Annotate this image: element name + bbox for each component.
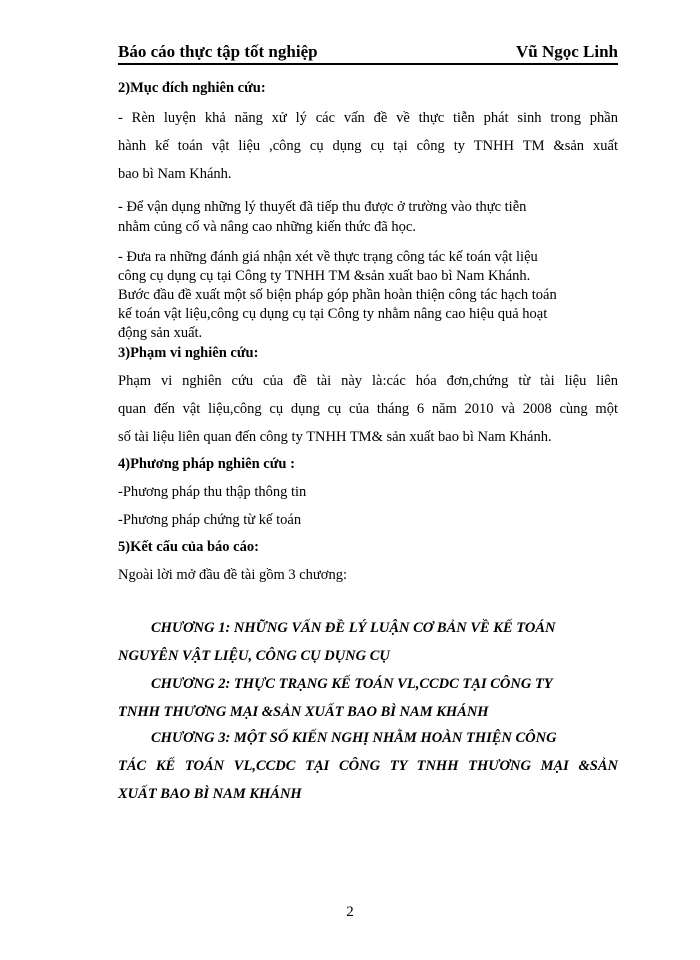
- paragraph-line: - Rèn luyện khả năng xử lý các vấn đề về thực tiễn phát sinh trong phần: [118, 110, 618, 126]
- heading-research-purpose: 2)Mục đích nghiên cứu:: [118, 80, 266, 96]
- chapter-line: NGUYÊN VẬT LIỆU, CÔNG CỤ DỤNG CỤ: [118, 648, 390, 664]
- paragraph-line: bao bì Nam Khánh.: [118, 166, 232, 182]
- report-title: Báo cáo thực tập tốt nghiệp: [118, 42, 318, 61]
- heading-research-method: 4)Phương pháp nghiên cứu :: [118, 456, 295, 472]
- author-name: Vũ Ngọc Linh: [515, 42, 618, 61]
- header-rule: [118, 63, 618, 65]
- paragraph-line: hành kế toán vật liệu ,công cụ dụng cụ tại công ty TNHH TM &sản xuất: [118, 138, 618, 154]
- paragraph-line: Bước đầu đề xuất một số biện pháp góp phần hoàn thiện công tác hạch toán: [118, 287, 557, 303]
- list-item: -Phương pháp chứng từ kế toán: [118, 512, 302, 528]
- paragraph-line: kế toán vật liệu,công cụ dụng cụ tại Công ty nhằm nâng cao hiệu quả hoạt: [118, 306, 548, 322]
- structure-intro: Ngoài lời mở đầu đề tài gồm 3 chương:: [118, 567, 347, 583]
- paragraph-line: - Đưa ra những đánh giá nhận xét về thực trạng công tác kế toán vật liệu: [118, 249, 538, 265]
- paragraph-line: số tài liệu liên quan đến công ty TNHH TM& sản xuất bao bì Nam Khánh.: [118, 429, 552, 445]
- page-header: [118, 40, 618, 64]
- chapter-line: XUẤT BAO BÌ NAM KHÁNH: [118, 786, 302, 802]
- paragraph-line: Phạm vi nghiên cứu của đề tài này là:các hóa đơn,chứng từ tài liệu liên: [118, 373, 618, 389]
- chapter-line: CHƯƠNG 2: THỰC TRẠNG KẾ TOÁN VL,CCDC TẠI CÔNG TY: [151, 676, 553, 692]
- chapter-line: TNHH THƯƠNG MẠI &SẢN XUẤT BAO BÌ NAM KHÁNH: [118, 704, 489, 720]
- heading-research-scope: 3)Phạm vi nghiên cứu:: [118, 345, 259, 361]
- list-item: -Phương pháp thu thập thông tin: [118, 484, 307, 500]
- paragraph-line: - Để vận dụng những lý thuyết đã tiếp thu được ở trường vào thực tiễn: [118, 199, 527, 215]
- paragraph-line: nhằm củng cố và nâng cao những kiến thức đã học.: [118, 219, 416, 235]
- page-number: 2: [346, 904, 354, 920]
- chapter-line: TÁC KẾ TOÁN VL,CCDC TẠI CÔNG TY TNHH THƯƠNG MẠI &SẢN: [118, 758, 618, 774]
- paragraph-line: quan đến vật liệu,công cụ dụng cụ của tháng 6 năm 2010 và 2008 cùng một: [118, 401, 618, 417]
- paragraph-line: công cụ dụng cụ tại Công ty TNHH TM &sản xuất bao bì Nam Khánh.: [118, 268, 531, 284]
- chapter-line: CHƯƠNG 3: MỘT SỐ KIẾN NGHỊ NHẰM HOÀN THIỆN CÔNG: [151, 730, 557, 746]
- paragraph-line: động sản xuất.: [118, 325, 203, 341]
- heading-report-structure: 5)Kết cấu của báo cáo:: [118, 539, 259, 555]
- chapter-line: CHƯƠNG 1: NHỮNG VẤN ĐỀ LÝ LUẬN CƠ BẢN VỀ KẾ TOÁN: [151, 620, 556, 636]
